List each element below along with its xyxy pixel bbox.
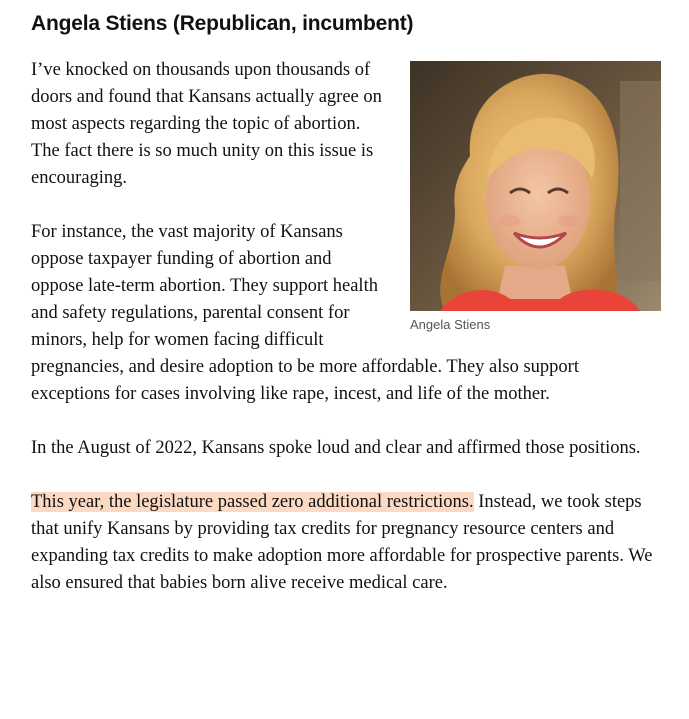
paragraph-4-rest: Instead, we took steps that unify Kansans by providing tax credits for pregnancy resource centers and expanding tax credits to make adoption more affordable for prospective parents. We also ensured that babies born alive receive medical care.	[31, 492, 653, 593]
photo-figure	[410, 61, 661, 333]
candidate-heading: Angela Stiens (Republican, incumbent)	[31, 12, 414, 35]
candidate-photo	[410, 61, 661, 311]
paragraph-3: In the August of 2022, Kansans spoke loud and clear and affirmed those positions.	[31, 438, 641, 458]
photo-caption: Angela Stiens	[410, 317, 491, 332]
article	[31, 0, 661, 624]
paragraph-2: For instance, the vast majority of Kansans oppose taxpayer funding of abortion and oppose late-term abortion. They support health and safety regulations, parental consent for minors, help for women facing difficult pregnancies, and desire adoption to be more affordable. They also support exceptions for cases involving like rape, incest, and life of the mother.	[31, 222, 579, 404]
paragraph-1: I’ve knocked on thousands upon thousands of doors and found that Kansans actually agree on most aspects regarding the topic of abortion. The fact there is so much unity on this issue is encouraging.	[31, 60, 382, 188]
paragraph-4	[31, 489, 661, 597]
highlighted-text: This year, the legislature passed zero additional restrictions.	[31, 492, 474, 512]
